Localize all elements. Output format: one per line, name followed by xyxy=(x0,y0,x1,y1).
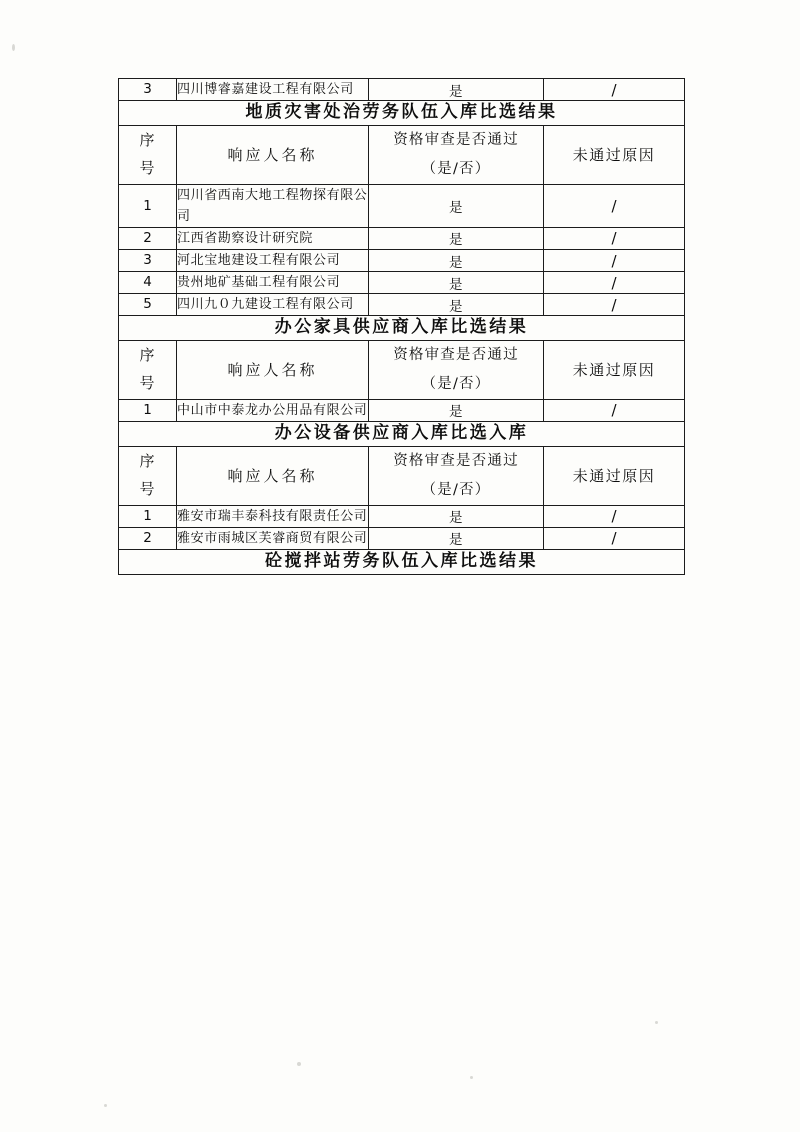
scan-speck xyxy=(297,1062,301,1066)
column-header-index xyxy=(119,446,177,505)
row-index: 2 xyxy=(119,527,177,549)
column-header-index-line1: 序 xyxy=(139,452,156,471)
row-pass: 是 xyxy=(369,505,544,527)
row-pass: 是 xyxy=(369,79,544,101)
column-header-pass xyxy=(369,340,544,399)
column-header-pass-sub: （是/否） xyxy=(421,375,491,392)
column-header-pass xyxy=(369,125,544,184)
column-header-name: 响应人名称 xyxy=(177,446,369,505)
row-name: 贵州地矿基础工程有限公司 xyxy=(177,272,369,294)
section-title-row xyxy=(119,421,685,446)
table-header-row xyxy=(119,125,685,184)
row-name: 雅安市雨城区芙睿商贸有限公司 xyxy=(177,527,369,549)
column-header-pass-sub: （是/否） xyxy=(421,481,491,498)
column-header-pass-main: 资格审查是否通过 xyxy=(393,131,519,148)
column-header-pass-main: 资格审查是否通过 xyxy=(393,346,519,363)
column-header-index-line1: 序 xyxy=(139,346,156,365)
column-header-index-line2: 号 xyxy=(139,158,156,177)
table-header-row xyxy=(119,446,685,505)
table-body xyxy=(119,79,685,575)
column-header-index-line1: 序 xyxy=(139,131,156,150)
section-title: 地质灾害处治劳务队伍入库比选结果 xyxy=(119,101,685,126)
row-pass: 是 xyxy=(369,294,544,316)
scan-speck xyxy=(655,1021,658,1024)
table-row xyxy=(119,527,685,549)
row-pass: 是 xyxy=(369,184,544,227)
row-name: 四川省西南大地工程物探有限公司 xyxy=(177,184,369,227)
table-row xyxy=(119,294,685,316)
table-row xyxy=(119,184,685,227)
column-header-pass xyxy=(369,446,544,505)
section-title-row xyxy=(119,316,685,341)
column-header-reason: 未通过原因 xyxy=(544,125,685,184)
column-header-reason: 未通过原因 xyxy=(544,446,685,505)
column-header-index xyxy=(119,125,177,184)
row-index: 4 xyxy=(119,272,177,294)
scan-speck xyxy=(470,1076,473,1079)
table-header-row xyxy=(119,340,685,399)
row-reason: / xyxy=(544,79,685,101)
row-pass: 是 xyxy=(369,227,544,249)
table-row xyxy=(119,249,685,271)
table-row xyxy=(119,227,685,249)
column-header-index-line2: 号 xyxy=(139,479,156,498)
column-header-name: 响应人名称 xyxy=(177,125,369,184)
row-reason: / xyxy=(544,294,685,316)
table-row xyxy=(119,399,685,421)
row-reason: / xyxy=(544,399,685,421)
table-row xyxy=(119,272,685,294)
row-name: 河北宝地建设工程有限公司 xyxy=(177,249,369,271)
section-title: 砼搅拌站劳务队伍入库比选结果 xyxy=(119,549,685,574)
row-reason: / xyxy=(544,527,685,549)
scan-speck xyxy=(12,44,15,51)
column-header-reason: 未通过原因 xyxy=(544,340,685,399)
row-reason: / xyxy=(544,505,685,527)
row-reason: / xyxy=(544,227,685,249)
column-header-name: 响应人名称 xyxy=(177,340,369,399)
row-name: 雅安市瑞丰泰科技有限责任公司 xyxy=(177,505,369,527)
row-reason: / xyxy=(544,184,685,227)
scan-speck xyxy=(104,1104,107,1107)
row-pass: 是 xyxy=(369,249,544,271)
row-pass: 是 xyxy=(369,399,544,421)
row-index: 3 xyxy=(119,249,177,271)
row-name: 中山市中泰龙办公用品有限公司 xyxy=(177,399,369,421)
row-reason: / xyxy=(544,249,685,271)
section-title: 办公家具供应商入库比选结果 xyxy=(119,316,685,341)
row-index: 1 xyxy=(119,505,177,527)
row-index: 1 xyxy=(119,184,177,227)
row-pass: 是 xyxy=(369,272,544,294)
row-name: 四川博睿嘉建设工程有限公司 xyxy=(177,79,369,101)
table-row xyxy=(119,79,685,101)
row-index: 1 xyxy=(119,399,177,421)
row-reason: / xyxy=(544,272,685,294)
row-name: 四川九０九建设工程有限公司 xyxy=(177,294,369,316)
row-name: 江西省勘察设计研究院 xyxy=(177,227,369,249)
column-header-index xyxy=(119,340,177,399)
column-header-pass-sub: （是/否） xyxy=(421,160,491,177)
results-table xyxy=(118,78,685,575)
section-title: 办公设备供应商入库比选入库 xyxy=(119,421,685,446)
column-header-index-line2: 号 xyxy=(139,373,156,392)
row-pass: 是 xyxy=(369,527,544,549)
row-index: 5 xyxy=(119,294,177,316)
table-row xyxy=(119,505,685,527)
row-index: 2 xyxy=(119,227,177,249)
section-title-row xyxy=(119,101,685,126)
row-index: 3 xyxy=(119,79,177,101)
column-header-pass-main: 资格审查是否通过 xyxy=(393,452,519,469)
section-title-row xyxy=(119,549,685,574)
